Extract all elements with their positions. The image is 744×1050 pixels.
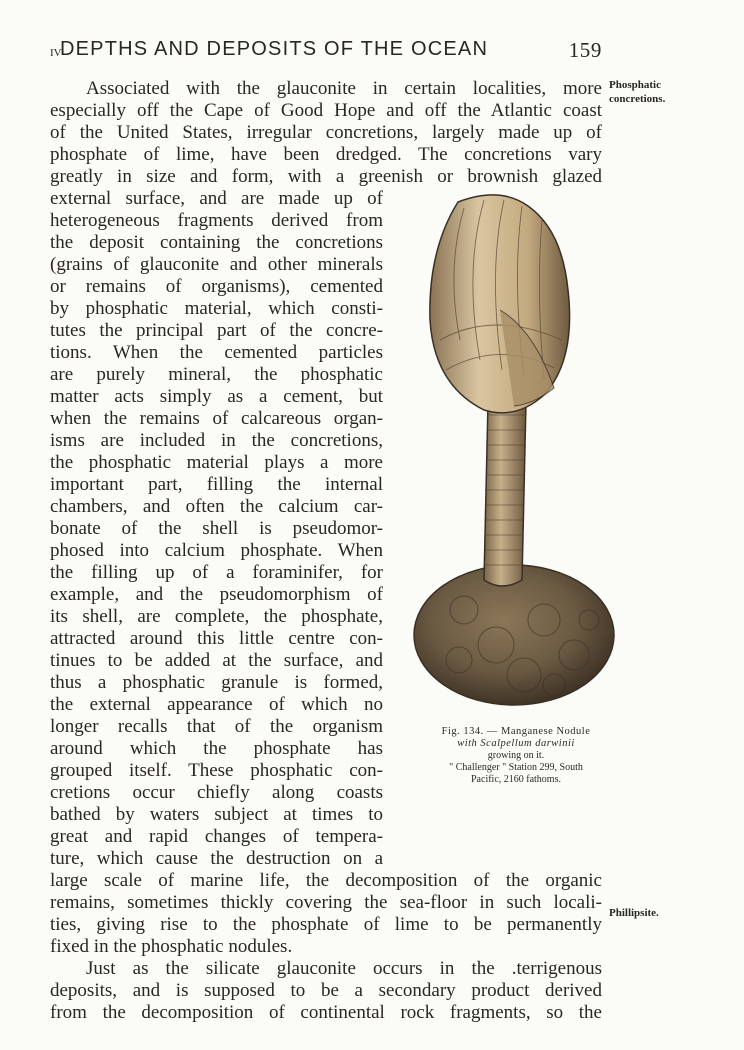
- body-line: by phosphatic material, which consti-: [50, 298, 383, 319]
- body-line: bonate of the shell is pseudomor-: [50, 518, 383, 539]
- body-line: deposits, and is supposed to be a secondary product derived: [50, 980, 602, 1001]
- body-line: fixed in the phosphatic nodules.: [50, 936, 293, 957]
- body-line: from the decomposition of continental rock fragments, so the: [50, 1002, 602, 1023]
- body-line: longer recalls that of the organism: [50, 716, 383, 737]
- body-line: example, and the pseudomorphism of: [50, 584, 383, 605]
- caption-growing: growing on it.: [487, 750, 545, 761]
- page-number: 159: [568, 38, 602, 62]
- margin-note-phillipsite: Phillipsite.: [609, 907, 659, 919]
- signature-mark: IV: [50, 47, 62, 59]
- body-line: thus a phosphatic granule is formed,: [50, 672, 383, 693]
- body-line: ties, giving rise to the phosphate of lime to be permanently: [50, 914, 602, 935]
- body-line: tions. When the cemented particles: [50, 342, 383, 363]
- body-line: Associated with the glauconite in certain localities, more: [86, 78, 602, 99]
- body-line: tinues to be added at the surface, and: [50, 650, 383, 671]
- margin-note-concretions: concretions.: [609, 93, 666, 105]
- caption-location: Pacific, 2160 fathoms.: [471, 774, 561, 785]
- body-line: cretions occur chiefly along coasts: [50, 782, 383, 803]
- page-title: DEPTHS AND DEPOSITS OF THE OCEAN: [60, 38, 489, 60]
- body-line: isms are included in the concretions,: [50, 430, 383, 451]
- caption-station: " Challenger " Station 299, South: [449, 762, 583, 773]
- body-line: attracted around this little centre con-: [50, 628, 383, 649]
- body-line: when the remains of calcareous organ-: [50, 408, 383, 429]
- figure-caption: [388, 726, 644, 786]
- body-line: or remains of organisms), cemented: [50, 276, 383, 297]
- body-line: heterogeneous fragments derived from: [50, 210, 383, 231]
- body-line: important part, filling the internal: [50, 474, 383, 495]
- body-line: external surface, and are made up of: [50, 188, 383, 209]
- body-line: (grains of glauconite and other minerals: [50, 254, 383, 275]
- body-line: chambers, and often the calcium car-: [50, 496, 383, 517]
- body-line: especially off the Cape of Good Hope and off the Atlantic coast: [50, 100, 602, 121]
- body-line: ture, which cause the destruction on a: [50, 848, 383, 869]
- body-line: Just as the silicate glauconite occurs in the .terrigenous: [86, 958, 602, 979]
- running-header: [50, 38, 602, 68]
- body-line: phosphate of lime, have been dredged. The concretions vary: [50, 144, 602, 165]
- figure-manganese-nodule: [404, 190, 630, 710]
- body-line: the external appearance of which no: [50, 694, 383, 715]
- body-line: greatly in size and form, with a greenish or brownish glazed: [50, 166, 602, 187]
- margin-note-phosphatic: Phosphatic: [609, 79, 661, 91]
- body-line: great and rapid changes of tempera-: [50, 826, 383, 847]
- body-line: large scale of marine life, the decomposition of the organic: [50, 870, 602, 891]
- body-line: are purely mineral, the phosphatic: [50, 364, 383, 385]
- body-line: tutes the principal part of the concre-: [50, 320, 383, 341]
- caption-species: with Scalpellum darwinii: [457, 738, 575, 749]
- body-line: matter acts simply as a cement, but: [50, 386, 383, 407]
- body-line: remains, sometimes thickly covering the sea-floor in such locali-: [50, 892, 602, 913]
- body-line: its shell, are complete, the phosphate,: [50, 606, 383, 627]
- scalpellum-nodule-illustration: [404, 190, 630, 710]
- body-line: the deposit containing the concretions: [50, 232, 383, 253]
- body-line: grouped itself. These phosphatic con-: [50, 760, 383, 781]
- caption-title: Fig. 134. — Manganese Nodule: [441, 726, 591, 737]
- body-line: the phosphatic material plays a more: [50, 452, 383, 473]
- body-line: around which the phosphate has: [50, 738, 383, 759]
- body-line: the filling up of a foraminifer, for: [50, 562, 383, 583]
- body-line: phosed into calcium phosphate. When: [50, 540, 383, 561]
- body-line: bathed by waters subject at times to: [50, 804, 383, 825]
- body-line: of the United States, irregular concretions, largely made up of: [50, 122, 602, 143]
